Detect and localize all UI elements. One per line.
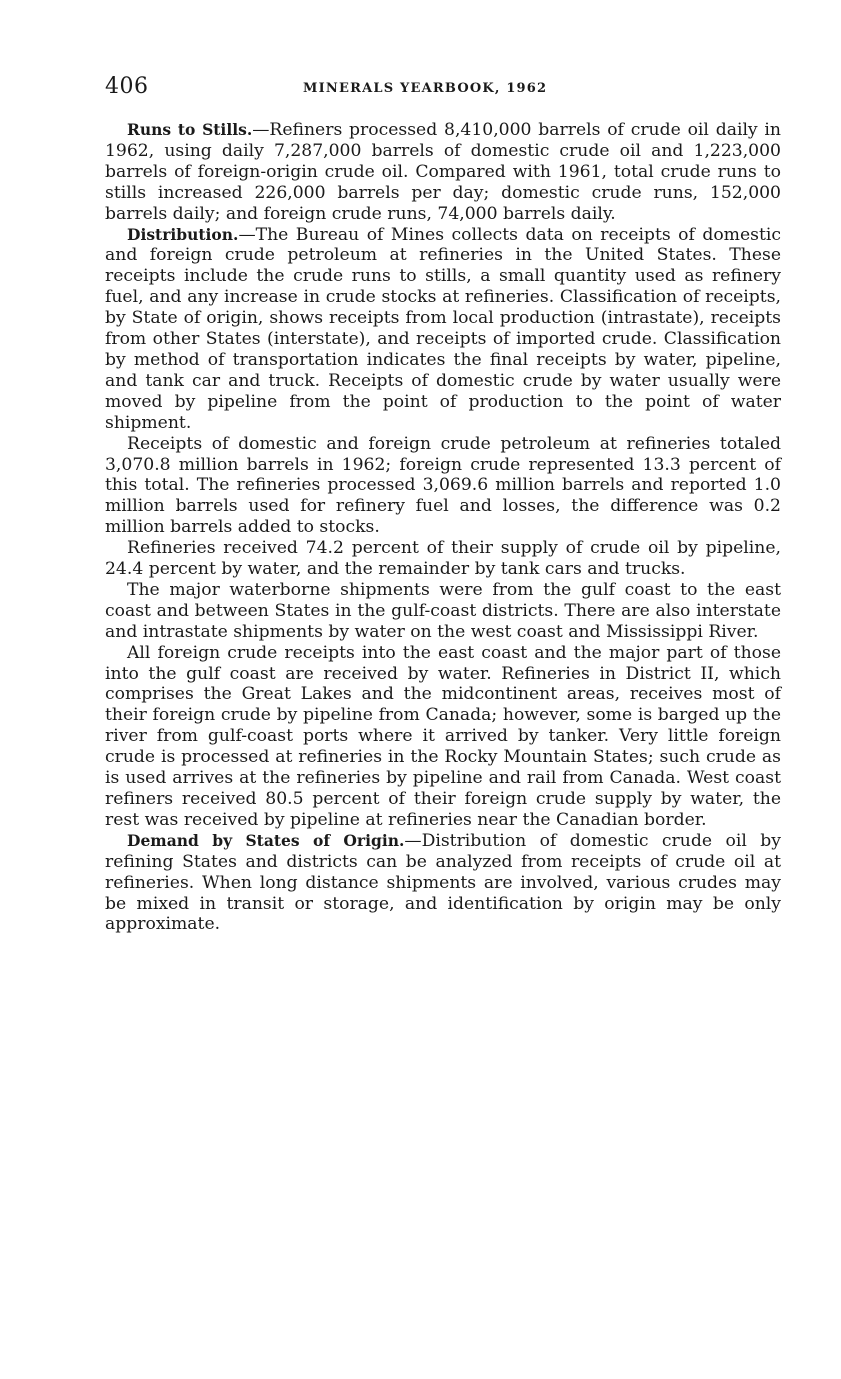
paragraph-demand-by-states <box>105 831 781 936</box>
paragraph-text: The major waterborne shipments were from the gulf coast to the east coast and between States in the gulf-coast districts. There are also interstate and intrastate shipments by water on the west coast and Mississippi River. <box>105 579 781 642</box>
document-page <box>105 74 781 935</box>
running-title: MINERALS YEARBOOK, 1962 <box>303 81 548 96</box>
running-header <box>105 74 781 108</box>
paragraph-supply-methods <box>105 538 781 580</box>
paragraph-runs-to-stills <box>105 120 781 225</box>
paragraph-heading: Distribution. <box>127 224 239 244</box>
body-text <box>105 120 781 935</box>
paragraph-foreign-crude-receipts <box>105 643 781 831</box>
paragraph-text: —Refiners processed 8,410,000 barrels of crude oil daily in 1962, using daily 7,287,000 barrels of domestic crude oil and 1,223,000 barrels of foreign-origin crude oil. Compared with 1961, total crude runs to stills increased 226,000 barrels per day; domestic crude runs, 152,000 barrels daily; and foreign crude runs, 74,000 barrels daily. <box>105 120 781 224</box>
paragraph-text: Refineries received 74.2 percent of their supply of crude oil by pipeline, 24.4 percent by water, and the remainder by tank cars and trucks. <box>105 538 781 580</box>
paragraph-heading: Demand by States of Origin. <box>127 830 405 850</box>
paragraph-text: —The Bureau of Mines collects data on receipts of domestic and foreign crude petroleum at refineries in the United States. These receipts include the crude runs to stills, a small quantity used as refinery fuel, and any increase in crude stocks at refineries. Classification of receipts, by State of origin, shows receipts from local production (intrastate), receipts from other States (interstate), and receipts of imported crude. Classification by method of transportation indicates the final receipts by water, pipeline, and tank car and truck. Receipts of domestic crude by water usually were moved by pipeline from the point of production to the point of water shipment. <box>105 224 781 433</box>
paragraph-text: —Distribution of domestic crude oil by refining States and districts can be analyzed from receipts of crude oil at refineries. When long distance shipments are involved, various crudes may be mixed in transit or storage, and identification by origin may be only approximate. <box>105 830 781 935</box>
paragraph-text: Receipts of domestic and foreign crude petroleum at refineries totaled 3,070.8 million barrels in 1962; foreign crude represented 13.3 percent of this total. The refineries processed 3,069.6 million barrels and reported 1.0 million barrels used for refinery fuel and losses, the difference was 0.2 million barrels added to stocks. <box>105 433 781 538</box>
paragraph-heading: Runs to Stills. <box>127 120 253 139</box>
page-number: 406 <box>105 74 149 99</box>
paragraph-waterborne-shipments <box>105 580 781 643</box>
paragraph-receipts <box>105 434 781 539</box>
paragraph-text: All foreign crude receipts into the east coast and the major part of those into the gulf coast are received by water. Refineries in District II, which comprises the Great Lakes and the midcontinent areas, receives most of their foreign crude by pipeline from Canada; however, some is barged up the river from gulf-coast ports where it arrived by tanker. Very little foreign crude is processed at refineries in the Rocky Mountain States; such crude as is used arrives at the refineries by pipeline and rail from Canada. West coast refiners received 80.5 percent of their foreign crude supply by water, the rest was received by pipeline at refineries near the Canadian border. <box>105 642 781 830</box>
paragraph-distribution <box>105 225 781 434</box>
